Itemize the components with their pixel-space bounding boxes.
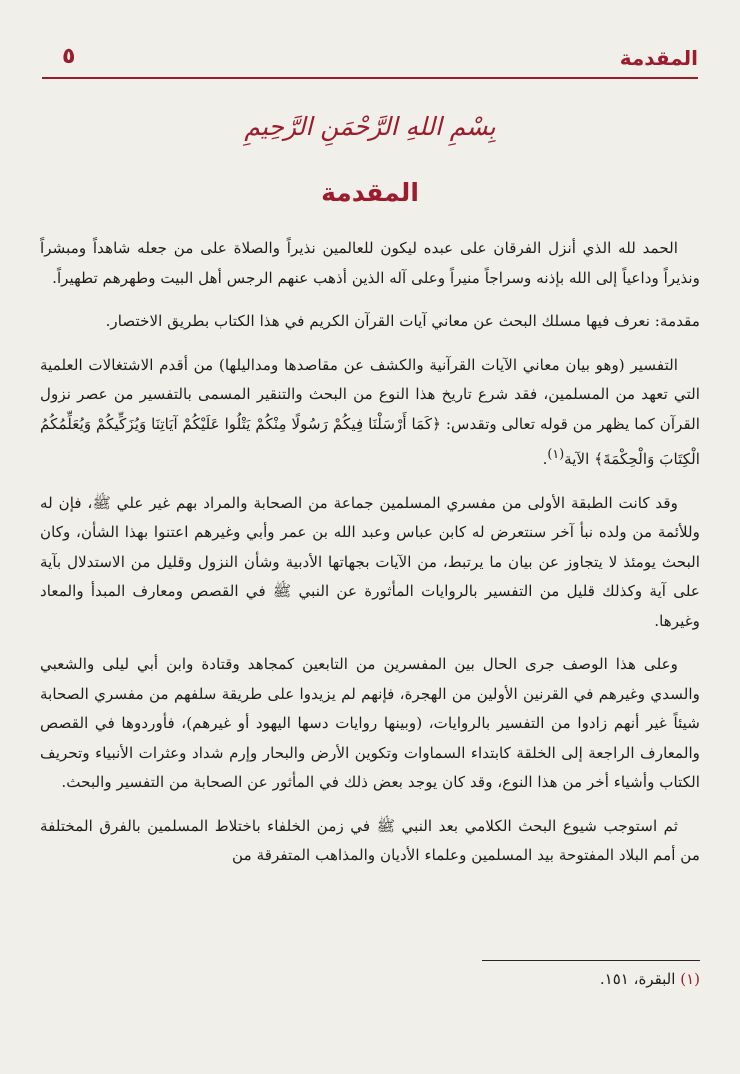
- chapter-heading: المقدمة: [321, 178, 419, 207]
- basmala: بِسْمِ اللهِ الرَّحْمَنِ الرَّحِيمِ: [244, 112, 496, 141]
- paragraph-5: وعلى هذا الوصف جرى الحال بين المفسرين من التابعين كمجاهد وقتادة وابن أبي ليلى والشعبي والسدي وغيرهم في القرنين الأولين من الهجرة، فإنهم لم يزيدوا على طريقة سلفهم من مفسري الصحابة شيئاً غير أنهم زادوا من التفسير بالروايات، (وبينها روايات دسها اليهود أو غيرهم)، فأوردوها في القصص والمعارف الراجعة إلى الخلقة كابتداء السماوات وتكوين الأرض والبحار وإرم شداد وعثرات الأنبياء وتحريف الكتاب وأشياء أخر من هذا النوع، وقد كان يوجد بعض ذلك في المأثور عن الصحابة من التفسير والبحث.: [40, 655, 700, 792]
- paragraph-6: ثم استوجب شيوع البحث الكلامي بعد النبي ﷺ في زمن الخلفاء باختلاط المسلمين بالفرق المختلفة من أمم البلاد المفتوحة بيد المسلمين وعلماء الأديان والمذاهب المتفرقة من: [40, 816, 700, 865]
- paragraph-4: وقد كانت الطبقة الأولى من مفسري المسلمين جماعة من الصحابة والمراد بهم غير علي ﷺ، فإن له وللأئمة من ولده نبأ آخر سنتعرض له كابن عباس وعبد الله بن عمر وأبي وغيرهم اعتنوا بهذا الشأن، وكان البحث يومئذ لا يتجاوز عن بيان ما يرتبط، من الآيات بجهاتها الأدبية وشأن النزول وقليل من الاستدلال بآية على آية وكذلك قليل من التفسير بالروايات المأثورة عن النبي ﷺ في القصص ومعارف المبدأ والمعاد وغيرها.: [40, 493, 700, 630]
- paragraph-3-ayah: الآية: [564, 450, 590, 469]
- paragraph-3-text: التفسير (وهو بيان معاني الآيات القرآنية والكشف عن مقاصدها ومداليلها) من أقدم الاشتغالات العلمية التي تعهد من المسلمين، فقد شرع تاريخ هذا النوع من البحث والتنقير المسمى بالتفسير من عصر نزول القرآن كما يظهر من قوله تعالى وتقدس:: [40, 355, 700, 433]
- quran-quote: ﴿كَمَا أَرْسَلْنَا فِيكُمْ رَسُولًا مِنْكُمْ يَتْلُوا عَلَيْكُمْ آيَاتِنَا وَيُزَكِّيكُمْ وَيُعَلِّمُكُمُ الْكِتَابَ وَالْحِكْمَةَ﴾: [40, 414, 700, 469]
- footnote-divider: [482, 960, 700, 961]
- page-number: ٥: [62, 44, 76, 69]
- running-head-title: المقدمة: [619, 46, 698, 70]
- body-text: [40, 234, 700, 885]
- footnote-text: البقرة، ١٥١.: [599, 970, 676, 988]
- footnote-number: (١): [680, 970, 700, 988]
- paragraph-2: مقدمة: نعرف فيها مسلك البحث عن معاني آيات القرآن الكريم في هذا الكتاب بطريق الاختصار.: [105, 312, 700, 330]
- running-head: [42, 44, 698, 76]
- paragraph-3: التفسير (وهو بيان معاني الآيات القرآنية والكشف عن مقاصدها ومداليلها) من أقدم الاشتغالات العلمية التي تعهد من المسلمين، فقد شرع تاريخ هذا النوع من البحث والتنقير المسمى بالتفسير من عصر نزول القرآن كما يظهر من قوله تعالى وتقدس: ﴿كَمَا أَرْسَلْنَا فِيكُمْ رَسُولًا مِنْكُمْ يَتْلُوا عَلَيْكُمْ آيَاتِنَا وَيُزَكِّيكُمْ وَيُعَلِّمُكُمُ الْكِتَابَ وَالْحِكْمَةَ﴾ الآية$^{(١)}$.: [40, 355, 700, 469]
- footnote: [600, 970, 700, 988]
- running-head-rule: [42, 77, 698, 79]
- paragraph-1: الحمد لله الذي أنزل الفرقان على عبده ليكون للعالمين نذيراً والصلاة على من جعله شاهداً ومبشراً ونذيراً وداعياً إلى الله بإذنه وسراجاً منيراً وعلى آله الذين أذهب عنهم الرجس أهل البيت وطهرهم تطهيراً.: [40, 239, 700, 287]
- footnote-reference: (١): [547, 446, 565, 461]
